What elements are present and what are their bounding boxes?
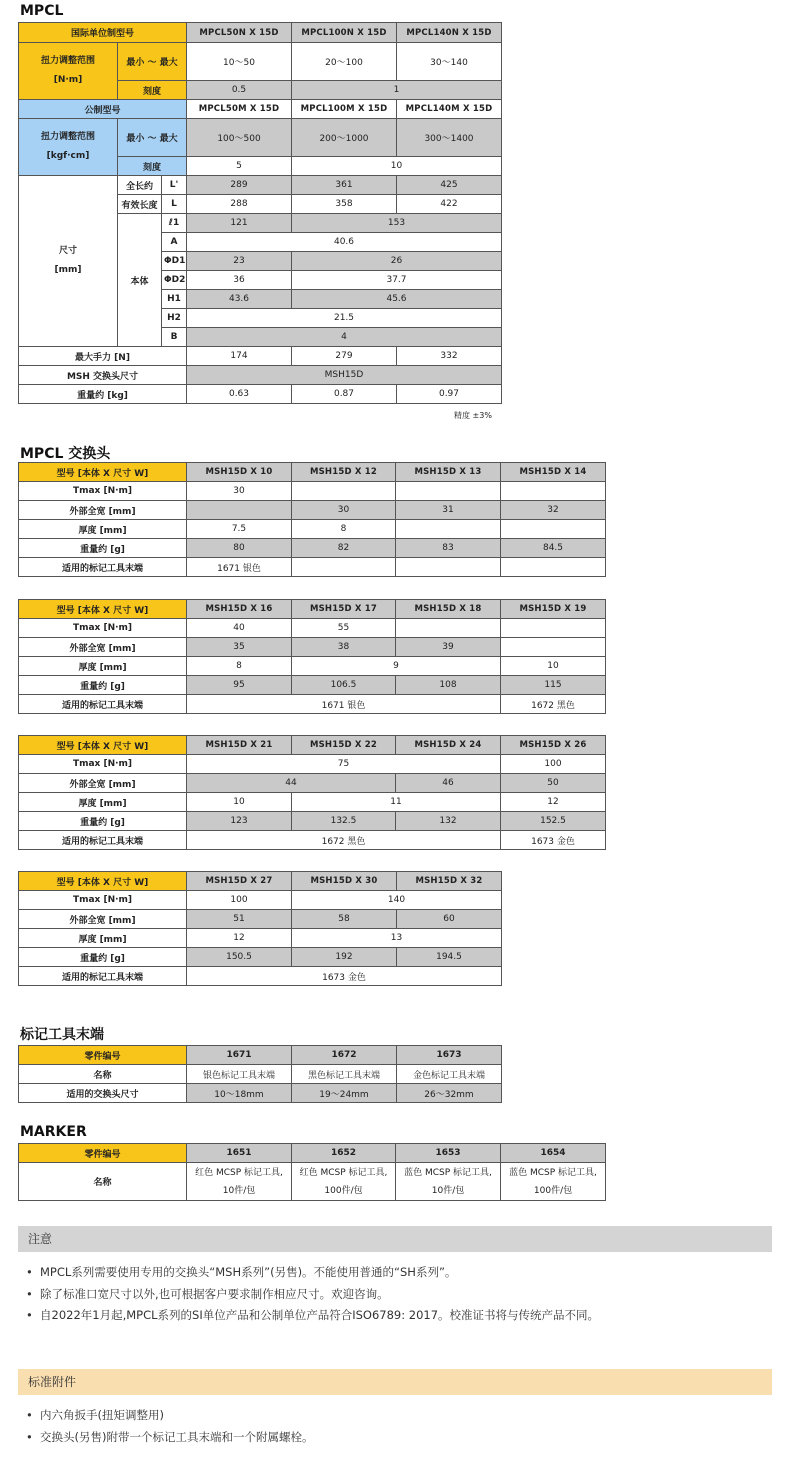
weight: 106.5 bbox=[292, 676, 396, 695]
dim-d1: 23 bbox=[187, 252, 292, 271]
weight: 132.5 bbox=[292, 812, 396, 831]
section-title-heads: MPCL 交换头 bbox=[20, 446, 111, 462]
head-table-4 bbox=[18, 871, 502, 986]
part-number: 1652 bbox=[292, 1144, 396, 1163]
accuracy-note: 精度 ±3% bbox=[454, 411, 492, 420]
minmax-label: 最小 〜 最大 bbox=[118, 119, 187, 157]
tip-label: 适用的标记工具末端 bbox=[19, 558, 187, 577]
accessories-list bbox=[22, 1405, 313, 1448]
head-model: MSH15D X 32 bbox=[397, 872, 502, 891]
si-range: 20〜100 bbox=[292, 43, 397, 81]
effective-length: 422 bbox=[397, 195, 502, 214]
head-size: 26〜32mm bbox=[397, 1084, 502, 1103]
weight-label: 重量约 [g] bbox=[19, 676, 187, 695]
dim-h1: 43.6 bbox=[187, 290, 292, 309]
head-model: MSH15D X 26 bbox=[501, 736, 606, 755]
symbol: ℓ1 bbox=[162, 214, 187, 233]
part-number: 1672 bbox=[292, 1046, 397, 1065]
part-number: 1673 bbox=[397, 1046, 502, 1065]
symbol: A bbox=[162, 233, 187, 252]
dim-l1: 121 bbox=[187, 214, 292, 233]
dim-b: 4 bbox=[187, 328, 502, 347]
total-length-label: 全长约 bbox=[118, 176, 162, 195]
total-length: 425 bbox=[397, 176, 502, 195]
si-scale: 0.5 bbox=[187, 81, 292, 100]
tmax: 40 bbox=[187, 619, 292, 638]
width: 44 bbox=[187, 774, 396, 793]
width: 30 bbox=[292, 501, 396, 520]
part-number: 1654 bbox=[501, 1144, 606, 1163]
tip-label: 适用的标记工具末端 bbox=[19, 967, 187, 986]
thickness: 12 bbox=[187, 929, 292, 948]
tip: 1671 银色 bbox=[187, 695, 501, 714]
effective-length: 288 bbox=[187, 195, 292, 214]
tmax: 55 bbox=[292, 619, 396, 638]
dim-d1: 26 bbox=[292, 252, 502, 271]
thickness-label: 厚度 [mm] bbox=[19, 793, 187, 812]
weight-label: 重量约 [g] bbox=[19, 812, 187, 831]
head-size: 19〜24mm bbox=[292, 1084, 397, 1103]
imp-range: 300〜1400 bbox=[397, 119, 502, 157]
thickness: 13 bbox=[292, 929, 502, 948]
head-model: MSH15D X 27 bbox=[187, 872, 292, 891]
tip-name: 金色标记工具末端 bbox=[397, 1065, 502, 1084]
scale-label: 刻度 bbox=[118, 81, 187, 100]
symbol: L bbox=[162, 195, 187, 214]
head-table-3 bbox=[18, 735, 606, 850]
width: 58 bbox=[292, 910, 397, 929]
thickness: 10 bbox=[501, 657, 606, 676]
head-model: MSH15D X 24 bbox=[396, 736, 501, 755]
si-model: MPCL50N X 15D bbox=[187, 23, 292, 43]
symbol: H2 bbox=[162, 309, 187, 328]
weight: 0.87 bbox=[292, 385, 397, 404]
thickness: 12 bbox=[501, 793, 606, 812]
list-item: • MPCL系列需要使用专用的交换头“MSH系列”(另售)。不能使用普通的“SH系列”。 bbox=[22, 1262, 599, 1284]
imp-range-label: 扭力调整范围 [kgf·cm] bbox=[19, 119, 118, 176]
msh-size-label: MSH 交换头尺寸 bbox=[19, 366, 187, 385]
width: 38 bbox=[292, 638, 396, 657]
head-model: MSH15D X 12 bbox=[292, 463, 396, 482]
tip: 1673 金色 bbox=[501, 831, 606, 850]
weight: 123 bbox=[187, 812, 292, 831]
weight: 192 bbox=[292, 948, 397, 967]
section-title-marker: MARKER bbox=[20, 1124, 87, 1140]
effective-length-label: 有效长度 bbox=[118, 195, 162, 214]
head-model: MSH15D X 21 bbox=[187, 736, 292, 755]
section-title-tips: 标记工具末端 bbox=[20, 1027, 104, 1043]
weight: 95 bbox=[187, 676, 292, 695]
width-label: 外部全宽 [mm] bbox=[19, 774, 187, 793]
width: 46 bbox=[396, 774, 501, 793]
weight: 150.5 bbox=[187, 948, 292, 967]
thickness: 10 bbox=[187, 793, 292, 812]
tip: 1673 金色 bbox=[187, 967, 502, 986]
body-label: 本体 bbox=[118, 214, 162, 347]
dimension-label: 尺寸 [mm] bbox=[19, 176, 118, 347]
si-range-label: 扭力调整范围 [N·m] bbox=[19, 43, 118, 100]
width-label: 外部全宽 [mm] bbox=[19, 910, 187, 929]
symbol: ΦD2 bbox=[162, 271, 187, 290]
tip: 1672 黑色 bbox=[501, 695, 606, 714]
tmax: 75 bbox=[187, 755, 501, 774]
thickness: 8 bbox=[292, 520, 396, 539]
part-number-label: 零件编号 bbox=[19, 1144, 187, 1163]
tmax: 100 bbox=[501, 755, 606, 774]
max-force-label: 最大手力 [N] bbox=[19, 347, 187, 366]
weight: 152.5 bbox=[501, 812, 606, 831]
tip: 1671 银色 bbox=[187, 558, 292, 577]
total-length: 289 bbox=[187, 176, 292, 195]
weight: 84.5 bbox=[501, 539, 606, 558]
thickness-label: 厚度 [mm] bbox=[19, 657, 187, 676]
symbol: H1 bbox=[162, 290, 187, 309]
head-model: MSH15D X 10 bbox=[187, 463, 292, 482]
si-range: 10〜50 bbox=[187, 43, 292, 81]
tmax-label: Tmax [N·m] bbox=[19, 482, 187, 501]
weight: 0.97 bbox=[397, 385, 502, 404]
effective-length: 358 bbox=[292, 195, 397, 214]
mpcl-spec-table bbox=[18, 22, 502, 404]
marker-name: 红色 MCSP 标记工具, 100件/包 bbox=[292, 1163, 396, 1201]
model-label: 型号 [本体 X 尺寸 W] bbox=[19, 463, 187, 482]
width: 60 bbox=[397, 910, 502, 929]
width: 32 bbox=[501, 501, 606, 520]
tip-label: 适用的标记工具末端 bbox=[19, 831, 187, 850]
tip-name: 银色标记工具末端 bbox=[187, 1065, 292, 1084]
weight: 80 bbox=[187, 539, 292, 558]
tmax-label: Tmax [N·m] bbox=[19, 891, 187, 910]
head-model: MSH15D X 17 bbox=[292, 600, 396, 619]
imp-model-label: 公制型号 bbox=[19, 100, 187, 119]
list-item: • 除了标准口宽尺寸以外,也可根据客户要求制作相应尺寸。欢迎咨询。 bbox=[22, 1284, 599, 1306]
total-length: 361 bbox=[292, 176, 397, 195]
tmax: 30 bbox=[187, 482, 292, 501]
marker-table bbox=[18, 1143, 606, 1201]
weight: 108 bbox=[396, 676, 501, 695]
weight: 0.63 bbox=[187, 385, 292, 404]
head-size-label: 适用的交换头尺寸 bbox=[19, 1084, 187, 1103]
head-model: MSH15D X 30 bbox=[292, 872, 397, 891]
thickness: 7.5 bbox=[187, 520, 292, 539]
list-item: • 交换头(另售)附带一个标记工具末端和一个附属螺栓。 bbox=[22, 1427, 313, 1449]
model-label: 型号 [本体 X 尺寸 W] bbox=[19, 736, 187, 755]
scale-label: 刻度 bbox=[118, 157, 187, 176]
part-number-label: 零件编号 bbox=[19, 1046, 187, 1065]
width: 35 bbox=[187, 638, 292, 657]
head-table-1 bbox=[18, 462, 606, 577]
section-title-mpcl: MPCL bbox=[20, 3, 64, 19]
thickness-label: 厚度 [mm] bbox=[19, 520, 187, 539]
weight: 132 bbox=[396, 812, 501, 831]
si-model: MPCL140N X 15D bbox=[397, 23, 502, 43]
tip-table bbox=[18, 1045, 502, 1103]
weight-label: 重量约 [kg] bbox=[19, 385, 187, 404]
imp-scale: 10 bbox=[292, 157, 502, 176]
head-model: MSH15D X 18 bbox=[396, 600, 501, 619]
weight: 82 bbox=[292, 539, 396, 558]
head-table-2 bbox=[18, 599, 606, 714]
list-item: • 内六角扳手(扭矩调整用) bbox=[22, 1405, 313, 1427]
minmax-label: 最小 〜 最大 bbox=[118, 43, 187, 81]
weight: 115 bbox=[501, 676, 606, 695]
dim-d2: 37.7 bbox=[292, 271, 502, 290]
part-number: 1653 bbox=[396, 1144, 501, 1163]
width: 39 bbox=[396, 638, 501, 657]
width-label: 外部全宽 [mm] bbox=[19, 638, 187, 657]
tmax: 140 bbox=[292, 891, 502, 910]
imp-model: MPCL140M X 15D bbox=[397, 100, 502, 119]
marker-name: 红色 MCSP 标记工具, 10件/包 bbox=[187, 1163, 292, 1201]
si-range: 30〜140 bbox=[397, 43, 502, 81]
max-force: 174 bbox=[187, 347, 292, 366]
list-item: • 自2022年1月起,MPCL系列的SI单位产品和公制单位产品符合ISO6789: 2017。校准证书将与传统产品不同。 bbox=[22, 1305, 599, 1327]
model-label: 型号 [本体 X 尺寸 W] bbox=[19, 872, 187, 891]
marker-name: 蓝色 MCSP 标记工具, 10件/包 bbox=[396, 1163, 501, 1201]
tip-label: 适用的标记工具末端 bbox=[19, 695, 187, 714]
tmax-label: Tmax [N·m] bbox=[19, 619, 187, 638]
thickness: 8 bbox=[187, 657, 292, 676]
weight-label: 重量约 [g] bbox=[19, 948, 187, 967]
dim-l1: 153 bbox=[292, 214, 502, 233]
max-force: 332 bbox=[397, 347, 502, 366]
dim-h1: 45.6 bbox=[292, 290, 502, 309]
dim-h2: 21.5 bbox=[187, 309, 502, 328]
head-size: 10〜18mm bbox=[187, 1084, 292, 1103]
thickness: 9 bbox=[292, 657, 501, 676]
weight: 194.5 bbox=[397, 948, 502, 967]
si-model-label: 国际单位制型号 bbox=[19, 23, 187, 43]
tmax: 100 bbox=[187, 891, 292, 910]
imp-model: MPCL100M X 15D bbox=[292, 100, 397, 119]
head-model: MSH15D X 16 bbox=[187, 600, 292, 619]
name-label: 名称 bbox=[19, 1163, 187, 1201]
model-label: 型号 [本体 X 尺寸 W] bbox=[19, 600, 187, 619]
width: 51 bbox=[187, 910, 292, 929]
tip-name: 黑色标记工具末端 bbox=[292, 1065, 397, 1084]
imp-scale: 5 bbox=[187, 157, 292, 176]
head-model: MSH15D X 13 bbox=[396, 463, 501, 482]
imp-range: 100〜500 bbox=[187, 119, 292, 157]
si-scale: 1 bbox=[292, 81, 502, 100]
thickness-label: 厚度 [mm] bbox=[19, 929, 187, 948]
symbol: L' bbox=[162, 176, 187, 195]
dim-d2: 36 bbox=[187, 271, 292, 290]
imp-range: 200〜1000 bbox=[292, 119, 397, 157]
head-model: MSH15D X 19 bbox=[501, 600, 606, 619]
part-number: 1671 bbox=[187, 1046, 292, 1065]
tmax-label: Tmax [N·m] bbox=[19, 755, 187, 774]
notice-list bbox=[22, 1262, 599, 1327]
imp-model: MPCL50M X 15D bbox=[187, 100, 292, 119]
msh-size: MSH15D bbox=[187, 366, 502, 385]
max-force: 279 bbox=[292, 347, 397, 366]
si-model: MPCL100N X 15D bbox=[292, 23, 397, 43]
symbol: ΦD1 bbox=[162, 252, 187, 271]
symbol: B bbox=[162, 328, 187, 347]
weight-label: 重量约 [g] bbox=[19, 539, 187, 558]
width: 50 bbox=[501, 774, 606, 793]
dim-a: 40.6 bbox=[187, 233, 502, 252]
head-model: MSH15D X 22 bbox=[292, 736, 396, 755]
accessories-heading: 标准附件 bbox=[18, 1369, 772, 1395]
weight: 83 bbox=[396, 539, 501, 558]
marker-name: 蓝色 MCSP 标记工具, 100件/包 bbox=[501, 1163, 606, 1201]
head-model: MSH15D X 14 bbox=[501, 463, 606, 482]
part-number: 1651 bbox=[187, 1144, 292, 1163]
tip: 1672 黑色 bbox=[187, 831, 501, 850]
notice-heading: 注意 bbox=[18, 1226, 772, 1252]
name-label: 名称 bbox=[19, 1065, 187, 1084]
thickness: 11 bbox=[292, 793, 501, 812]
width: 31 bbox=[396, 501, 501, 520]
width-label: 外部全宽 [mm] bbox=[19, 501, 187, 520]
